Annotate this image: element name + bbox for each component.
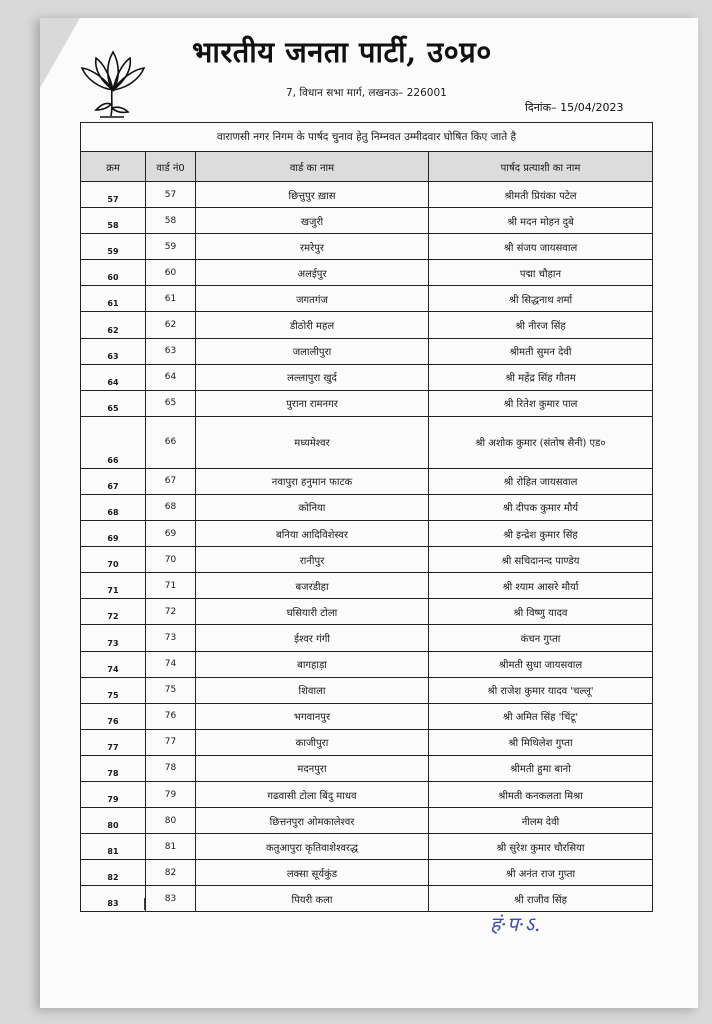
serial-cell: 63 bbox=[81, 338, 146, 364]
candidate-cell: श्री अमित सिंह 'चिंटू' bbox=[429, 703, 653, 729]
serial-cell: 75 bbox=[81, 677, 146, 703]
candidate-cell: श्री राजीव सिंह bbox=[429, 886, 653, 912]
serial-cell: 71 bbox=[81, 573, 146, 599]
candidate-cell: नीलम देवी bbox=[429, 808, 653, 834]
ward-name-cell: कोनिया bbox=[196, 494, 429, 520]
table-row bbox=[81, 494, 653, 520]
ward-no-cell: 79 bbox=[146, 781, 196, 807]
table-row bbox=[81, 390, 653, 416]
serial-cell: 64 bbox=[81, 364, 146, 390]
serial-cell: 76 bbox=[81, 703, 146, 729]
ward-name-cell: डीठोरी महल bbox=[196, 312, 429, 338]
table-row bbox=[81, 599, 653, 625]
table-row bbox=[81, 416, 653, 468]
table-row bbox=[81, 338, 653, 364]
table-row bbox=[81, 260, 653, 286]
candidate-cell: श्री महेंद्र सिंह गौतम bbox=[429, 364, 653, 390]
serial-cell: 57 bbox=[81, 182, 146, 208]
ward-name-cell: कतुआपुरा कृतिवाशेश्वरद्ध bbox=[196, 834, 429, 860]
ward-no-cell: 78 bbox=[146, 755, 196, 781]
ward-no-cell: 74 bbox=[146, 651, 196, 677]
ward-no-cell: 65 bbox=[146, 390, 196, 416]
candidate-cell: श्रीमती सुधा जायसवाल bbox=[429, 651, 653, 677]
ward-name-cell: जगतगंज bbox=[196, 286, 429, 312]
serial-cell: 68 bbox=[81, 494, 146, 520]
ward-no-cell: 68 bbox=[146, 494, 196, 520]
serial-cell: 69 bbox=[81, 521, 146, 547]
ward-no-cell: 62 bbox=[146, 312, 196, 338]
table-row bbox=[81, 521, 653, 547]
table-row bbox=[81, 729, 653, 755]
ward-no-cell: 73 bbox=[146, 625, 196, 651]
ward-name-cell: छित्तुपुर ख़ास bbox=[196, 182, 429, 208]
serial-cell: 59 bbox=[81, 234, 146, 260]
candidate-cell: श्री दीपक कुमार मौर्य bbox=[429, 494, 653, 520]
header-candidate: पार्षद प्रत्याशी का नाम bbox=[429, 152, 653, 182]
serial-cell: 79 bbox=[81, 781, 146, 807]
party-address: 7, विधान सभा मार्ग, लखनऊ– 226001 bbox=[286, 87, 447, 99]
candidate-cell: कंचन गुप्ता bbox=[429, 625, 653, 651]
table-row bbox=[81, 651, 653, 677]
serial-cell: 72 bbox=[81, 599, 146, 625]
candidate-cell: श्री संजय जायसवाल bbox=[429, 234, 653, 260]
serial-cell: 78 bbox=[81, 755, 146, 781]
table-row bbox=[81, 547, 653, 573]
ward-no-cell: 80 bbox=[146, 808, 196, 834]
table-row bbox=[81, 208, 653, 234]
candidate-cell: श्री सचिदानन्द पाण्डेय bbox=[429, 547, 653, 573]
serial-cell: 67 bbox=[81, 468, 146, 494]
serial-cell: 83 bbox=[81, 886, 146, 912]
ward-no-cell: 81 bbox=[146, 834, 196, 860]
table-row bbox=[81, 182, 653, 208]
date-value: 15/04/2023 bbox=[560, 101, 624, 114]
ward-no-cell: 77 bbox=[146, 729, 196, 755]
ward-no-cell: 59 bbox=[146, 234, 196, 260]
ward-no-cell: 67 bbox=[146, 468, 196, 494]
serial-cell: 82 bbox=[81, 860, 146, 886]
table-row bbox=[81, 755, 653, 781]
ward-name-cell: बजरडीहा bbox=[196, 573, 429, 599]
serial-cell: 58 bbox=[81, 208, 146, 234]
ward-no-cell: 82 bbox=[146, 860, 196, 886]
ward-no-cell: 72 bbox=[146, 599, 196, 625]
ward-no-cell: 75 bbox=[146, 677, 196, 703]
serial-cell: 80 bbox=[81, 808, 146, 834]
margin-mark bbox=[144, 898, 145, 910]
ward-name-cell: ईश्वर गंगी bbox=[196, 625, 429, 651]
ward-name-cell: लक्सा सूर्यकुंड bbox=[196, 860, 429, 886]
serial-cell: 73 bbox=[81, 625, 146, 651]
party-name: भारतीय जनता पार्टी, उ०प्र० bbox=[192, 35, 492, 69]
candidate-cell: श्री रोहित जायसवाल bbox=[429, 468, 653, 494]
ward-no-cell: 76 bbox=[146, 703, 196, 729]
ward-name-cell: बनिया आदिविशेस्वर bbox=[196, 521, 429, 547]
serial-cell: 74 bbox=[81, 651, 146, 677]
candidate-cell: श्री श्याम आसरे मौर्या bbox=[429, 573, 653, 599]
serial-cell: 61 bbox=[81, 286, 146, 312]
table-row bbox=[81, 781, 653, 807]
table-subject: वाराणसी नगर निगम के पार्षद चुनाव हेतु निम्नवत उम्मीदवार घोषित किए जाते है bbox=[81, 123, 653, 152]
ward-no-cell: 64 bbox=[146, 364, 196, 390]
ward-name-cell: गढवासी टोला बिंदु माधव bbox=[196, 781, 429, 807]
ward-name-cell: रमरेपुर bbox=[196, 234, 429, 260]
ward-name-cell: रानीपुर bbox=[196, 547, 429, 573]
header-ward-no: वार्ड नं0 bbox=[146, 152, 196, 182]
table-row bbox=[81, 860, 653, 886]
ward-no-cell: 83 bbox=[146, 886, 196, 912]
table-row bbox=[81, 808, 653, 834]
candidate-cell: श्रीमती हुमा बानो bbox=[429, 755, 653, 781]
candidate-cell: श्रीमती प्रियंका पटेल bbox=[429, 182, 653, 208]
table-row bbox=[81, 234, 653, 260]
ward-name-cell: नवापुरा हनुमान फाटक bbox=[196, 468, 429, 494]
candidate-cell: पद्मा चौहान bbox=[429, 260, 653, 286]
signature: हं·प·ऽ. bbox=[490, 912, 541, 936]
candidate-cell: श्री सिद्धनाथ शर्मा bbox=[429, 286, 653, 312]
serial-cell: 62 bbox=[81, 312, 146, 338]
ward-name-cell: काजीपुरा bbox=[196, 729, 429, 755]
lotus-icon bbox=[78, 46, 148, 120]
table-row bbox=[81, 703, 653, 729]
header-serial: क्रम bbox=[81, 152, 146, 182]
ward-name-cell: लल्लापुरा खुर्द bbox=[196, 364, 429, 390]
ward-name-cell: अलईपुर bbox=[196, 260, 429, 286]
document-date bbox=[525, 100, 624, 115]
candidate-cell: श्रीमती सुमन देवी bbox=[429, 338, 653, 364]
candidate-cell: श्री मिथिलेश गुप्ता bbox=[429, 729, 653, 755]
candidate-cell: श्री रितेश कुमार पाल bbox=[429, 390, 653, 416]
folded-corner bbox=[40, 18, 80, 88]
table-row bbox=[81, 364, 653, 390]
serial-cell: 77 bbox=[81, 729, 146, 755]
ward-name-cell: मध्यमेश्वर bbox=[196, 416, 429, 468]
ward-no-cell: 70 bbox=[146, 547, 196, 573]
header-ward-name: वार्ड का नाम bbox=[196, 152, 429, 182]
ward-no-cell: 61 bbox=[146, 286, 196, 312]
ward-no-cell: 63 bbox=[146, 338, 196, 364]
ward-name-cell: पियरी कला bbox=[196, 886, 429, 912]
ward-no-cell: 66 bbox=[146, 416, 196, 468]
ward-no-cell: 69 bbox=[146, 521, 196, 547]
table-row bbox=[81, 468, 653, 494]
table-row bbox=[81, 625, 653, 651]
candidate-cell: श्री राजेश कुमार यादव 'चल्लू' bbox=[429, 677, 653, 703]
ward-name-cell: शिवाला bbox=[196, 677, 429, 703]
table-row bbox=[81, 677, 653, 703]
serial-cell: 70 bbox=[81, 547, 146, 573]
ward-name-cell: छित्तनपुरा ओमकालेश्वर bbox=[196, 808, 429, 834]
candidate-cell: श्री इन्द्रेश कुमार सिंह bbox=[429, 521, 653, 547]
candidate-table bbox=[80, 122, 653, 912]
ward-name-cell: पुराना रामनगर bbox=[196, 390, 429, 416]
table-subject-row bbox=[81, 123, 653, 152]
ward-name-cell: बागहाड़ा bbox=[196, 651, 429, 677]
table-row bbox=[81, 312, 653, 338]
ward-no-cell: 71 bbox=[146, 573, 196, 599]
table-row bbox=[81, 834, 653, 860]
ward-name-cell: खजुरी bbox=[196, 208, 429, 234]
ward-name-cell: जलालीपुरा bbox=[196, 338, 429, 364]
table-row bbox=[81, 286, 653, 312]
ward-name-cell: भगवानपुर bbox=[196, 703, 429, 729]
candidate-cell: श्री मदन मोहन दुबे bbox=[429, 208, 653, 234]
candidate-cell: श्रीमती कनकलता मिश्रा bbox=[429, 781, 653, 807]
ward-no-cell: 58 bbox=[146, 208, 196, 234]
candidate-cell: श्री विष्णु यादव bbox=[429, 599, 653, 625]
ward-no-cell: 57 bbox=[146, 182, 196, 208]
table-row bbox=[81, 886, 653, 912]
candidate-cell: श्री सुरेश कुमार चौरसिया bbox=[429, 834, 653, 860]
date-label: दिनांक– bbox=[525, 101, 557, 114]
serial-cell: 65 bbox=[81, 390, 146, 416]
table-header-row bbox=[81, 152, 653, 182]
ward-name-cell: घसियारी टोला bbox=[196, 599, 429, 625]
candidate-cell: श्री अशोक कुमार (संतोष सैनी) एड० bbox=[429, 416, 653, 468]
candidate-cell: श्री अनंत राज गुप्ता bbox=[429, 860, 653, 886]
table-row bbox=[81, 573, 653, 599]
serial-cell: 66 bbox=[81, 416, 146, 468]
ward-name-cell: मदनपुरा bbox=[196, 755, 429, 781]
candidate-cell: श्री नीरज सिंह bbox=[429, 312, 653, 338]
ward-no-cell: 60 bbox=[146, 260, 196, 286]
serial-cell: 60 bbox=[81, 260, 146, 286]
serial-cell: 81 bbox=[81, 834, 146, 860]
